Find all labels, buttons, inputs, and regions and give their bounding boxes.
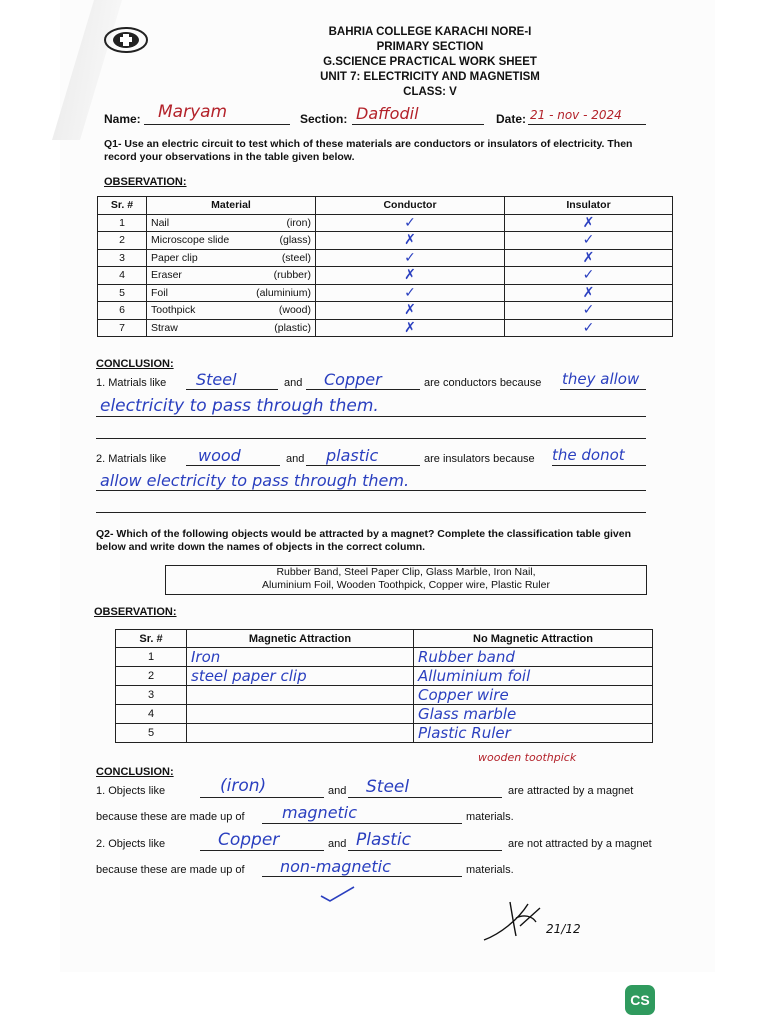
magnetic-cell: Iron (187, 648, 414, 667)
table-row (98, 284, 673, 302)
c1-answer-a: Steel (196, 370, 237, 389)
name-label: Name: (104, 112, 141, 126)
q1-question: Q1- Use an electric circuit to test which of these materials are conductors or insulators of electricity. Then record your observations in the table given below. (104, 138, 633, 163)
school-logo-icon (103, 26, 149, 54)
teacher-tick-icon (318, 884, 358, 904)
q2-observation-label: OBSERVATION: (94, 606, 177, 618)
material-cell (147, 249, 316, 267)
options-line-1: Rubber Band, Steel Paper Clip, Glass Marble, Iron Nail, (276, 566, 536, 578)
non-magnetic-cell: Alluminium foil (414, 667, 653, 686)
q1-conclusion-label: CONCLUSION: (96, 358, 174, 370)
non-magnetic-cell: Rubber band (414, 648, 653, 667)
c1-reason-2: electricity to pass through them. (100, 396, 379, 416)
insulator-mark: ✓ (505, 319, 673, 337)
insulator-mark: ✓ (505, 267, 673, 285)
col-sr: Sr. # (116, 630, 187, 648)
insulator-mark: ✗ (505, 249, 673, 267)
conductor-mark: ✗ (316, 232, 505, 250)
q2-c1-and: and (328, 785, 347, 797)
item-name: Microscope slide (151, 234, 230, 247)
c2-reason-1: the donot (552, 446, 625, 464)
c2-and: and (286, 453, 305, 465)
magnetic-cell (187, 705, 414, 724)
sr-cell: 4 (98, 267, 147, 285)
class-title: CLASS: V (403, 86, 457, 98)
table-row (116, 648, 653, 667)
q1-observation-label: OBSERVATION: (104, 176, 187, 188)
non-magnetic-cell: Glass marble (414, 705, 653, 724)
section-title: PRIMARY SECTION (376, 41, 484, 53)
q2-c2-prefix: 2. Objects like (96, 838, 166, 850)
magnetic-cell: steel paper clip (187, 667, 414, 686)
conductor-mark: ✗ (316, 319, 505, 337)
material-name: (rubber) (273, 269, 311, 282)
worksheet-title: G.SCIENCE PRACTICAL WORK SHEET (323, 56, 537, 68)
item-name: Eraser (151, 269, 182, 282)
q2-c2-fill: non-magnetic (280, 857, 391, 876)
q2-c2-and: and (328, 838, 347, 850)
table-row (98, 319, 673, 337)
col-material: Material (147, 197, 316, 215)
date-label: Date: (496, 112, 527, 126)
c2-prefix: 2. Matrials like (96, 453, 167, 465)
table-header-row (116, 630, 653, 648)
sr-cell: 5 (98, 284, 147, 302)
material-cell (147, 284, 316, 302)
name-value: Maryam (158, 102, 228, 122)
q2-c1-line2-suffix: materials. (466, 811, 514, 823)
sr-cell: 3 (98, 249, 147, 267)
insulator-mark: ✗ (505, 214, 673, 232)
c2-answer-b: plastic (326, 446, 379, 465)
material-name: (glass) (279, 234, 311, 247)
sr-cell: 7 (98, 319, 147, 337)
insulator-mark: ✓ (505, 232, 673, 250)
signature-date: 21/12 (546, 922, 581, 936)
c1-middle: are conductors because (424, 377, 542, 389)
item-name: Nail (151, 216, 170, 229)
magnetic-cell (187, 724, 414, 743)
material-cell (147, 267, 316, 285)
options-box (165, 565, 647, 595)
material-name: (iron) (286, 216, 311, 229)
q2-question: Q2- Which of the following objects would be attracted by a magnet? Complete the classification table given below and write down the names of objects in the correct column. (96, 528, 631, 553)
school-name: BAHRIA COLLEGE KARACHI NORE-I (328, 26, 532, 38)
magnetic-cell (187, 686, 414, 705)
q2-c1-answer-b: Steel (366, 777, 410, 797)
material-name: (aluminium) (256, 286, 311, 299)
options-line-2: Aluminium Foil, Wooden Toothpick, Copper wire, Plastic Ruler (262, 579, 550, 591)
extra-answer-note: wooden toothpick (478, 751, 577, 764)
material-cell (147, 319, 316, 337)
table-row (98, 232, 673, 250)
col-insulator: Insulator (505, 197, 673, 215)
table-row (116, 686, 653, 705)
section-label: Section: (300, 112, 348, 126)
material-name: (wood) (278, 304, 311, 317)
magnet-table (115, 629, 653, 743)
q2-c1-answer-a: (iron) (220, 776, 267, 796)
col-sr: Sr. # (98, 197, 147, 215)
table-row (98, 214, 673, 232)
material-cell (147, 302, 316, 320)
table-row (98, 267, 673, 285)
material-name: (plastic) (274, 321, 311, 334)
c1-and: and (284, 377, 303, 389)
c2-answer-a: wood (198, 446, 241, 465)
q2-c2-answer-a: Copper (218, 830, 280, 850)
conductor-mark: ✓ (316, 214, 505, 232)
col-non-magnetic: No Magnetic Attraction (414, 630, 653, 648)
q2-c2-line2-suffix: materials. (466, 864, 514, 876)
item-name: Toothpick (151, 304, 196, 317)
table-row (116, 705, 653, 724)
sr-cell: 1 (98, 214, 147, 232)
camscanner-badge: CS (625, 985, 655, 1015)
table-row (98, 302, 673, 320)
material-name: (steel) (281, 251, 311, 264)
sr-cell: 6 (98, 302, 147, 320)
c2-reason-2: allow electricity to pass through them. (100, 471, 410, 490)
sr-cell: 3 (116, 686, 187, 705)
table-row (116, 724, 653, 743)
item-name: Straw (151, 321, 178, 334)
material-cell (147, 214, 316, 232)
c1-answer-b: Copper (324, 370, 382, 389)
c2-middle: are insulators because (424, 453, 535, 465)
table-row (98, 249, 673, 267)
insulator-mark: ✗ (505, 284, 673, 302)
q2-c2-line2-prefix: because these are made up of (96, 864, 245, 876)
table-row (116, 667, 653, 686)
q2-c2-answer-b: Plastic (356, 830, 411, 850)
material-cell (147, 232, 316, 250)
q2-c1-prefix: 1. Objects like (96, 785, 166, 797)
q2-conclusion-label: CONCLUSION: (96, 766, 174, 778)
col-magnetic: Magnetic Attraction (187, 630, 414, 648)
item-name: Foil (151, 286, 168, 299)
q2-c1-suffix: are attracted by a magnet (508, 785, 634, 797)
sr-cell: 2 (116, 667, 187, 686)
conductor-mark: ✗ (316, 302, 505, 320)
col-conductor: Conductor (316, 197, 505, 215)
sr-cell: 5 (116, 724, 187, 743)
q2-c2-suffix: are not attracted by a magnet (508, 838, 652, 850)
conductor-mark: ✗ (316, 267, 505, 285)
c1-prefix: 1. Matrials like (96, 377, 167, 389)
q2-c1-fill: magnetic (282, 803, 358, 822)
item-name: Paper clip (151, 251, 198, 264)
section-value: Daffodil (356, 104, 419, 123)
insulator-mark: ✓ (505, 302, 673, 320)
teacher-signature-icon (480, 896, 550, 946)
sr-cell: 1 (116, 648, 187, 667)
sr-cell: 2 (98, 232, 147, 250)
date-value: 21 - nov - 2024 (530, 108, 622, 122)
non-magnetic-cell: Copper wire (414, 686, 653, 705)
conductor-table (97, 196, 673, 337)
sr-cell: 4 (116, 705, 187, 724)
unit-title: UNIT 7: ELECTRICITY AND MAGNETISM (320, 71, 540, 83)
table-header-row (98, 197, 673, 215)
q2-c1-line2-prefix: because these are made up of (96, 811, 245, 823)
c1-reason-1: they allow (562, 370, 640, 388)
non-magnetic-cell: Plastic Ruler (414, 724, 653, 743)
conductor-mark: ✓ (316, 284, 505, 302)
conductor-mark: ✓ (316, 249, 505, 267)
